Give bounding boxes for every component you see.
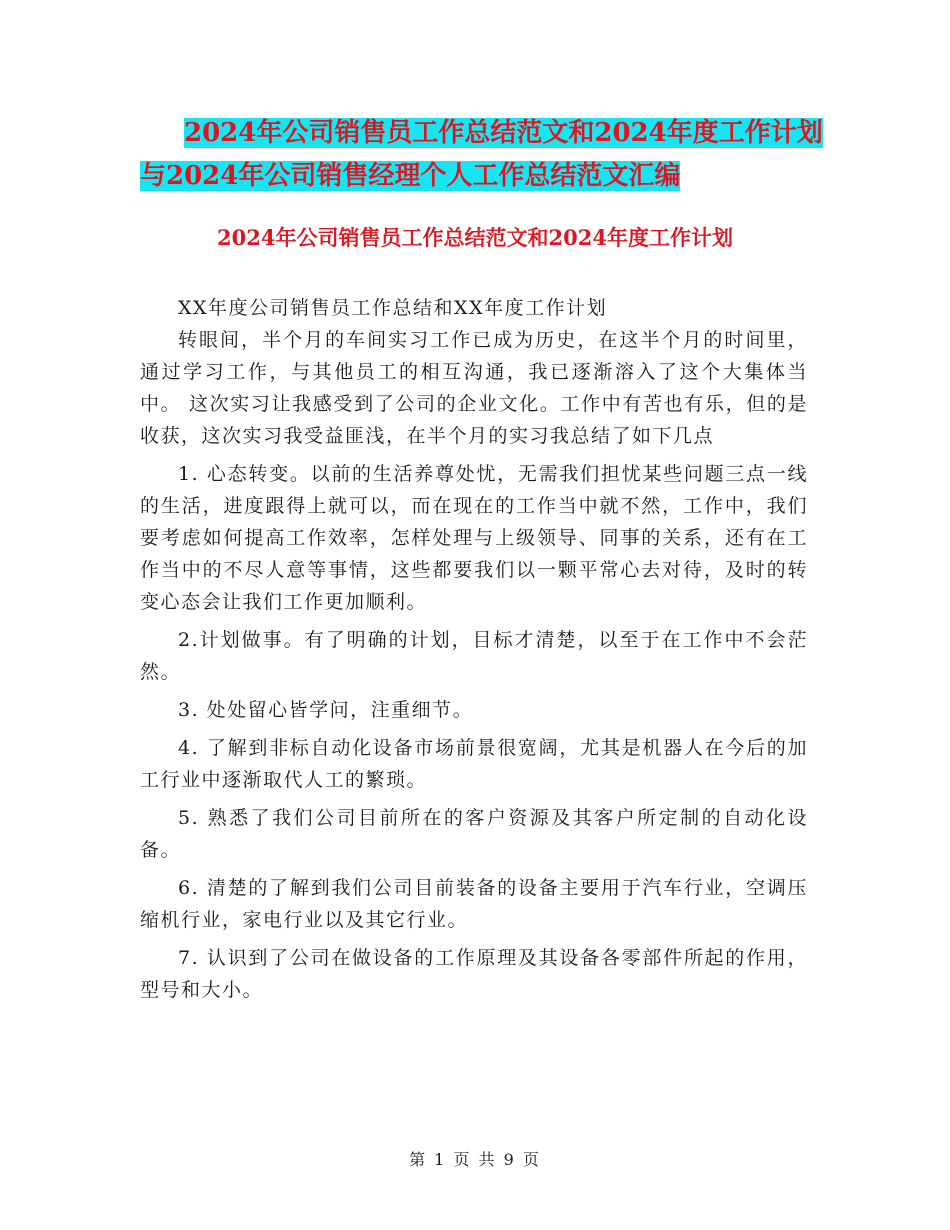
paragraph-item-3: 3. 处处留心皆学问，注重细节。 (178, 699, 474, 721)
paragraph-item-5: 5. 熟悉了我们公司目前所在的客户资源及其客户所定制的自动化设备。 (140, 807, 808, 861)
document-title (140, 112, 840, 198)
paragraph-item-7: 7. 认识到了公司在做设备的工作原理及其设备各零部件所起的作用，型号和大小。 (140, 947, 808, 1001)
paragraph-intro: 转眼间，半个月的车间实习工作已成为历史，在这半个月的时间里，通过学习工作，与其他员工的相互沟通，我已逐渐溶入了这个大集体当中。 这次实习让我感受到了公司的企业文化。工作中有苦也有乐，但的是收获，这次实习我受益匪浅，在半个月的实习我总结了如下几点 (140, 329, 808, 447)
paragraph-item-4: 4. 了解到非标自动化设备市场前景很宽阔，尤其是机器人在今后的加工行业中逐渐取代人工的繁琐。 (140, 737, 808, 791)
paragraph-item-2: 2.计划做事。有了明确的计划，目标才清楚，以至于在工作中不会茫然。 (140, 629, 808, 683)
title-line-2 (140, 155, 840, 198)
paragraph-item-6: 6. 清楚的了解到我们公司目前装备的设备主要用于汽车行业，空调压缩机行业，家电行业以及其它行业。 (140, 877, 808, 931)
paragraph-item-1: 1. 心态转变。以前的生活养尊处忧，无需我们担忧某些问题三点一线的生活，进度跟得上就可以，而在现在的工作当中就不然，工作中，我们要考虑如何提高工作效率，怎样处理与上级领导、同事的关系，还有在工作当中的不尽人意等事情，这些都要我们以一颗平常心去对待，及时的转变心态会让我们工作更加顺利。 (140, 463, 808, 613)
document-body (140, 292, 808, 1006)
paragraph-heading: XX年度公司销售员工作总结和XX年度工作计划 (178, 297, 608, 319)
title-line-1-text: 2024年公司销售员工作总结范文和2024年度工作计划 (184, 118, 823, 148)
page-number-footer: 第 1 页 共 9 页 (409, 1150, 541, 1169)
title-line-2-text: 与2024年公司销售经理个人工作总结范文汇编 (140, 161, 681, 191)
section-title: 2024年公司销售员工作总结范文和2024年度工作计划 (217, 225, 733, 250)
title-line-1 (140, 112, 840, 155)
